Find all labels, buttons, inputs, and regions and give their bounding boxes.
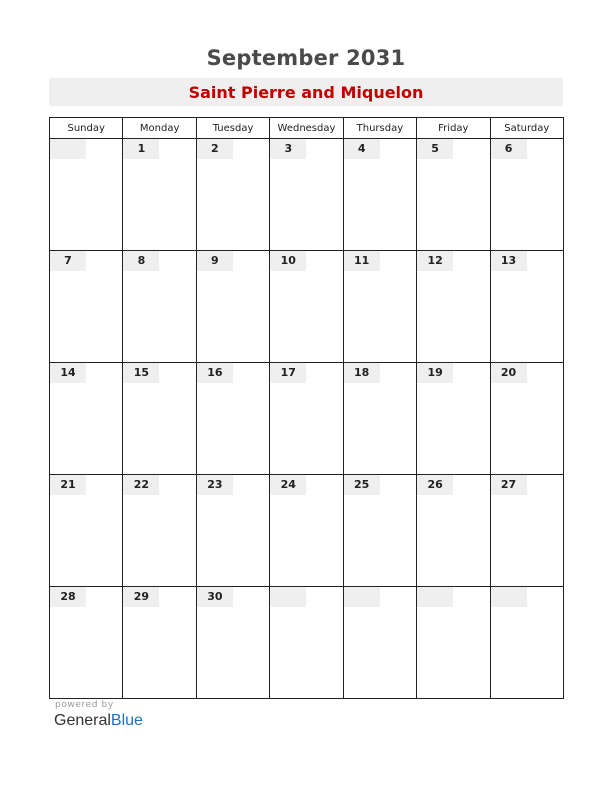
day-number: 1 bbox=[123, 139, 159, 159]
day-number: 13 bbox=[491, 251, 527, 271]
day-cell bbox=[196, 363, 269, 475]
region-name: Saint Pierre and Miquelon bbox=[188, 83, 424, 102]
day-number: 30 bbox=[197, 587, 233, 607]
day-number: 5 bbox=[417, 139, 453, 159]
day-cell bbox=[196, 587, 269, 699]
day-number: 14 bbox=[50, 363, 86, 383]
day-number: 27 bbox=[491, 475, 527, 495]
day-number: 18 bbox=[344, 363, 380, 383]
day-number: 2 bbox=[197, 139, 233, 159]
day-number: 3 bbox=[270, 139, 306, 159]
day-cell bbox=[490, 363, 563, 475]
day-cell bbox=[417, 475, 490, 587]
weekday-friday: Friday bbox=[417, 118, 490, 139]
day-number: 7 bbox=[50, 251, 86, 271]
day-number: 28 bbox=[50, 587, 86, 607]
day-number: 21 bbox=[50, 475, 86, 495]
generalblue-logo bbox=[54, 712, 143, 730]
week-row bbox=[50, 139, 564, 251]
day-number bbox=[417, 587, 453, 607]
day-number: 10 bbox=[270, 251, 306, 271]
day-cell bbox=[196, 251, 269, 363]
day-number: 12 bbox=[417, 251, 453, 271]
week-row bbox=[50, 251, 564, 363]
day-cell bbox=[123, 475, 196, 587]
day-cell bbox=[270, 363, 343, 475]
day-number: 11 bbox=[344, 251, 380, 271]
day-cell bbox=[270, 139, 343, 251]
day-cell bbox=[343, 475, 416, 587]
day-number bbox=[50, 139, 86, 159]
day-cell bbox=[50, 475, 123, 587]
weekday-wednesday: Wednesday bbox=[270, 118, 343, 139]
day-cell bbox=[417, 363, 490, 475]
week-row bbox=[50, 587, 564, 699]
logo-general-text: General bbox=[54, 712, 111, 729]
day-cell bbox=[50, 139, 123, 251]
day-cell bbox=[343, 363, 416, 475]
weekday-thursday: Thursday bbox=[343, 118, 416, 139]
day-number: 17 bbox=[270, 363, 306, 383]
day-number: 23 bbox=[197, 475, 233, 495]
day-cell bbox=[490, 251, 563, 363]
weekday-monday: Monday bbox=[123, 118, 196, 139]
day-cell bbox=[343, 139, 416, 251]
calendar-title: September 2031 bbox=[206, 46, 406, 70]
day-cell bbox=[490, 475, 563, 587]
day-number: 22 bbox=[123, 475, 159, 495]
day-cell bbox=[50, 363, 123, 475]
day-number: 29 bbox=[123, 587, 159, 607]
day-cell bbox=[270, 475, 343, 587]
day-number: 15 bbox=[123, 363, 159, 383]
day-number bbox=[270, 587, 306, 607]
weekday-header-row bbox=[50, 118, 564, 139]
day-cell bbox=[123, 251, 196, 363]
day-number: 16 bbox=[197, 363, 233, 383]
day-number: 20 bbox=[491, 363, 527, 383]
day-cell bbox=[50, 587, 123, 699]
calendar-grid bbox=[49, 117, 564, 699]
day-cell bbox=[123, 363, 196, 475]
day-number: 26 bbox=[417, 475, 453, 495]
day-cell bbox=[270, 587, 343, 699]
day-number: 24 bbox=[270, 475, 306, 495]
day-cell bbox=[490, 139, 563, 251]
day-cell bbox=[417, 251, 490, 363]
day-cell bbox=[343, 251, 416, 363]
week-row bbox=[50, 475, 564, 587]
day-number bbox=[491, 587, 527, 607]
day-number bbox=[344, 587, 380, 607]
day-number: 25 bbox=[344, 475, 380, 495]
day-number: 4 bbox=[344, 139, 380, 159]
powered-by-label: powered by bbox=[55, 700, 114, 710]
day-cell bbox=[270, 251, 343, 363]
day-cell bbox=[196, 139, 269, 251]
day-cell bbox=[417, 587, 490, 699]
day-cell bbox=[417, 139, 490, 251]
week-row bbox=[50, 363, 564, 475]
day-cell bbox=[123, 139, 196, 251]
weekday-sunday: Sunday bbox=[50, 118, 123, 139]
day-cell bbox=[490, 587, 563, 699]
region-banner bbox=[49, 78, 563, 106]
day-cell bbox=[123, 587, 196, 699]
day-number: 19 bbox=[417, 363, 453, 383]
weekday-saturday: Saturday bbox=[490, 118, 563, 139]
day-cell bbox=[196, 475, 269, 587]
calendar-weeks bbox=[50, 139, 564, 699]
weekday-tuesday: Tuesday bbox=[196, 118, 269, 139]
day-cell bbox=[50, 251, 123, 363]
day-cell bbox=[343, 587, 416, 699]
day-number: 6 bbox=[491, 139, 527, 159]
day-number: 8 bbox=[123, 251, 159, 271]
logo-blue-text: Blue bbox=[110, 712, 143, 729]
day-number: 9 bbox=[197, 251, 233, 271]
